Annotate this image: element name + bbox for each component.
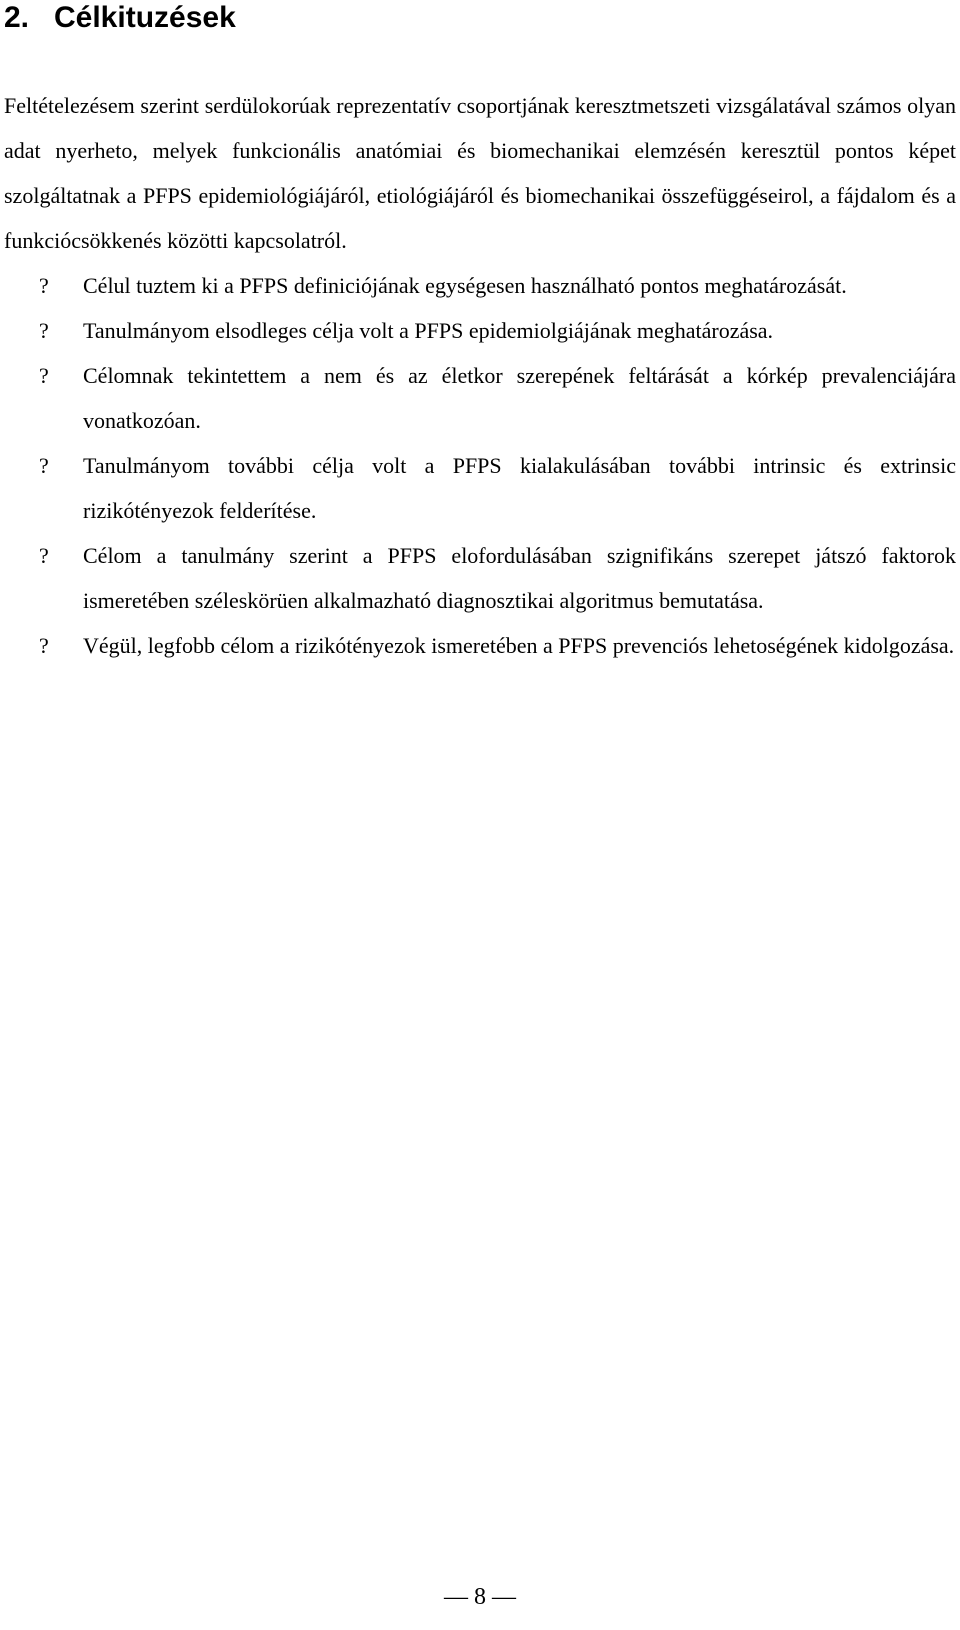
goal-text: Célom a tanulmány szerint a PFPS elofordulásában szignifikáns szerepet játszó faktorok ismeretében széleskörüen alkalmazható diagnosztikai algoritmus bemutatása. [83,543,956,613]
goal-item [4,353,956,443]
section-heading [4,0,236,36]
goals-list [4,263,956,668]
goal-item [4,623,956,668]
goal-text: Végül, legfobb célom a rizikótényezok ismeretében a PFPS prevenciós lehetoségének kidolgozása. [83,633,955,658]
footer-dash-right: — [492,1584,516,1610]
goal-item [4,263,956,308]
goal-item [4,443,956,533]
intro-paragraph: Feltételezésem szerint serdülokorúak reprezentatív csoportjának keresztmetszeti vizsgálatával számos olyan adat nyerheto, melyek funkcionális anatómiai és biomechanikai elemzésén keresztül pontos képet szolgáltatnak a PFPS epidemiológiájáról, etiológiájáról és biomechanikai összefüggéseirol, a fájdalom és a funkciócsökkenés közötti kapcsolatról. [4,93,956,253]
goal-text: Tanulmányom további célja volt a PFPS kialakulásában további intrinsic és extrinsic rizikótényezok felderítése. [83,453,956,523]
goal-text: Célomnak tekintettem a nem és az életkor szerepének feltárását a kórkép prevalenciájára vonatkozóan. [83,363,956,433]
section-title: Célkituzések [54,1,236,34]
page-number: 8 [474,1584,486,1610]
goal-bullet: ? [39,633,49,658]
page-footer [0,1582,960,1612]
footer-dash-left: — [444,1584,468,1610]
goal-bullet: ? [39,453,49,478]
goal-bullet: ? [39,363,49,388]
goal-text: Tanulmányom elsodleges célja volt a PFPS epidemiolgiájának meghatározása. [83,318,774,343]
goal-item [4,308,956,353]
section-number: 2. [4,1,30,34]
body-text [4,83,956,668]
goal-bullet: ? [39,318,49,343]
goal-text: Célul tuztem ki a PFPS definiciójának egységesen használható pontos meghatározását. [83,273,847,298]
goal-bullet: ? [39,543,49,568]
goal-item [4,533,956,623]
goal-bullet: ? [39,273,49,298]
